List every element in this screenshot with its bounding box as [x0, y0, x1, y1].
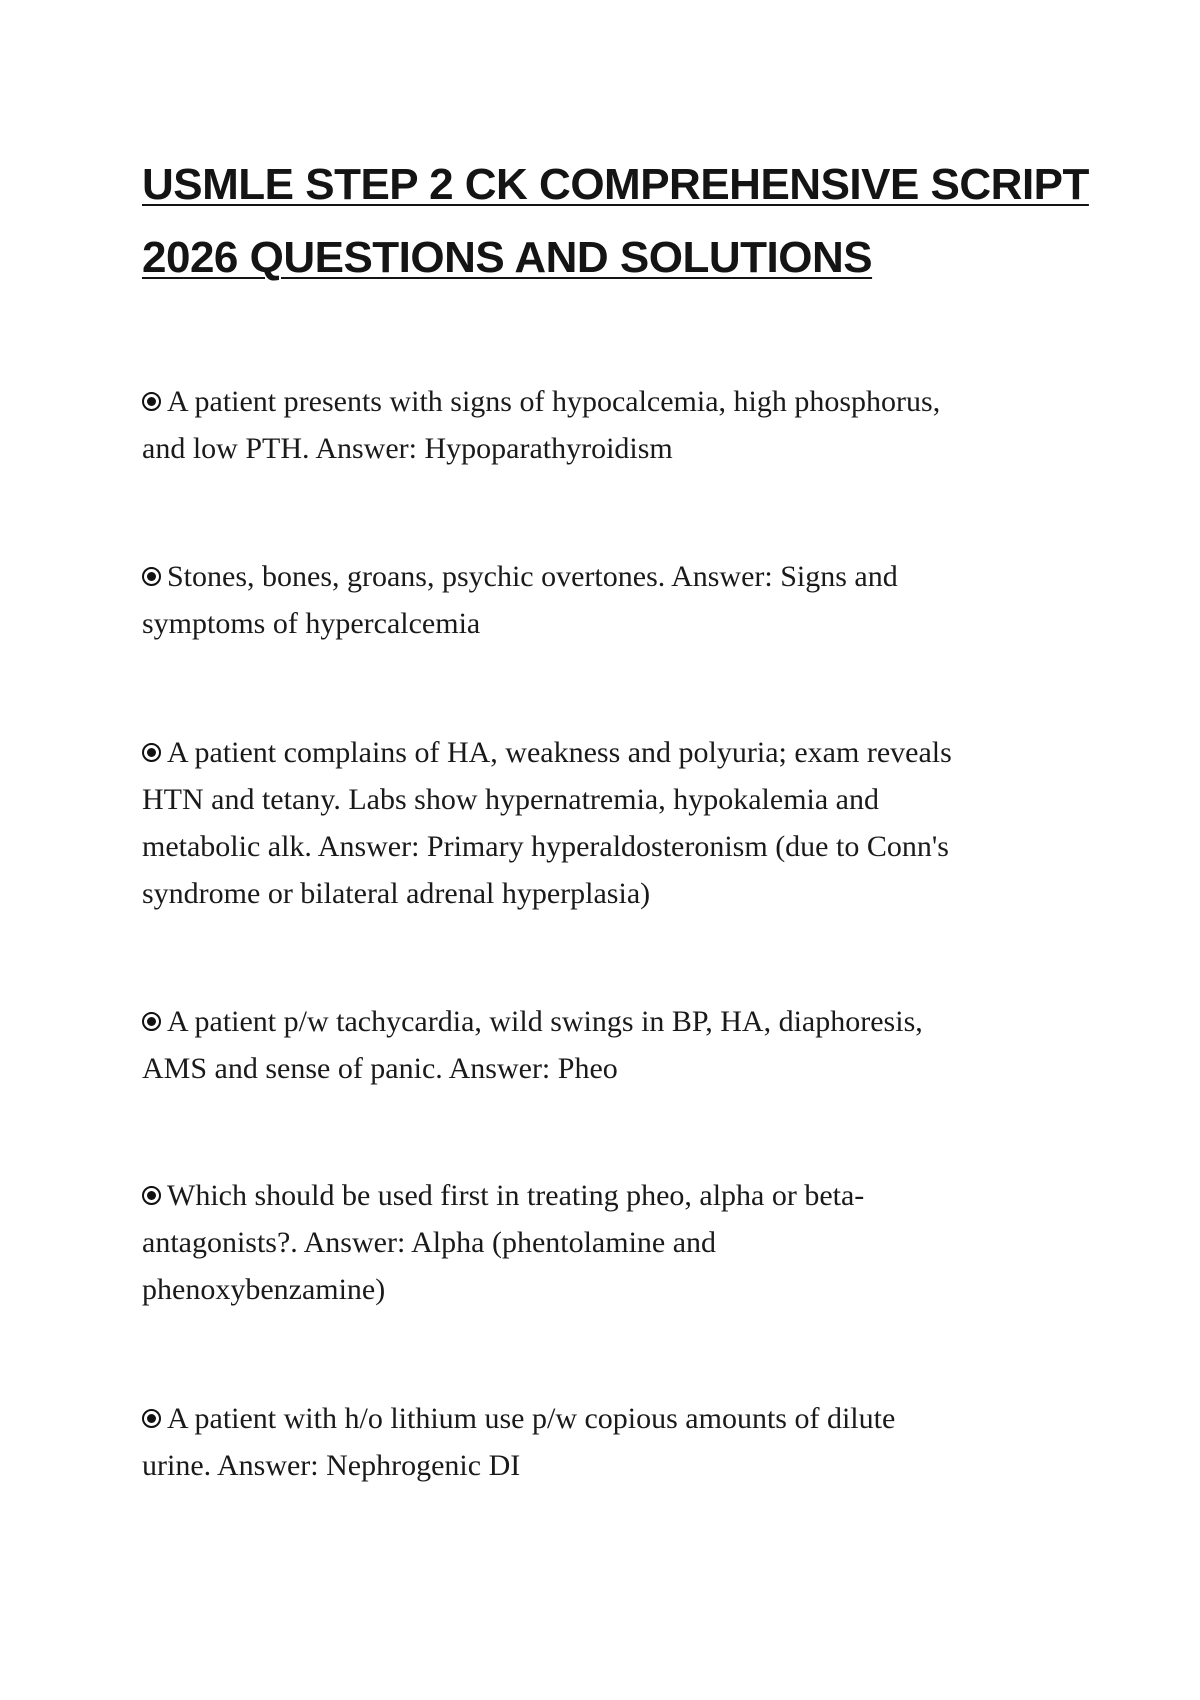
qa-item-3-line-3: metabolic alk. Answer: Primary hyperaldosteronism (due to Conn's	[142, 830, 949, 863]
title-line-2: 2026 QUESTIONS AND SOLUTIONS	[142, 233, 873, 282]
qa-item-1	[142, 378, 1062, 472]
qa-item-4-line-2: AMS and sense of panic. Answer: Pheo	[142, 1052, 618, 1085]
qa-item-5-line-2: antagonists?. Answer: Alpha (phentolamine and	[142, 1226, 717, 1259]
radio-bullet-icon	[142, 1409, 161, 1428]
page-title	[142, 148, 1089, 294]
qa-item-6	[142, 1395, 1062, 1489]
title-line-1: USMLE STEP 2 CK COMPREHENSIVE SCRIPT	[142, 160, 1089, 209]
radio-bullet-icon	[142, 1186, 161, 1205]
qa-item-2-line-2: symptoms of hypercalcemia	[142, 607, 481, 640]
qa-item-2-line-1: Stones, bones, groans, psychic overtones. Answer: Signs and	[167, 560, 898, 593]
qa-item-3-line-2: HTN and tetany. Labs show hypernatremia, hypokalemia and	[142, 783, 879, 816]
radio-bullet-icon	[142, 1012, 161, 1031]
qa-item-4-line-1: A patient p/w tachycardia, wild swings in BP, HA, diaphoresis,	[167, 1005, 923, 1038]
radio-bullet-icon	[142, 567, 161, 586]
qa-item-1-line-2: and low PTH. Answer: Hypoparathyroidism	[142, 432, 673, 465]
qa-item-6-line-2: urine. Answer: Nephrogenic DI	[142, 1449, 521, 1482]
radio-bullet-icon	[142, 743, 161, 762]
qa-item-4	[142, 998, 1062, 1092]
qa-item-5	[142, 1172, 1062, 1313]
qa-item-6-line-1: A patient with h/o lithium use p/w copious amounts of dilute	[167, 1402, 896, 1435]
qa-item-1-line-1: A patient presents with signs of hypocalcemia, high phosphorus,	[167, 385, 941, 418]
qa-item-3	[142, 729, 1062, 917]
qa-item-5-line-1: Which should be used first in treating pheo, alpha or beta-	[167, 1179, 865, 1212]
qa-item-2	[142, 553, 1062, 647]
qa-item-3-line-4: syndrome or bilateral adrenal hyperplasia)	[142, 877, 651, 910]
radio-bullet-icon	[142, 392, 161, 411]
qa-item-3-line-1: A patient complains of HA, weakness and polyuria; exam reveals	[167, 736, 952, 769]
qa-item-5-line-3: phenoxybenzamine)	[142, 1273, 386, 1306]
